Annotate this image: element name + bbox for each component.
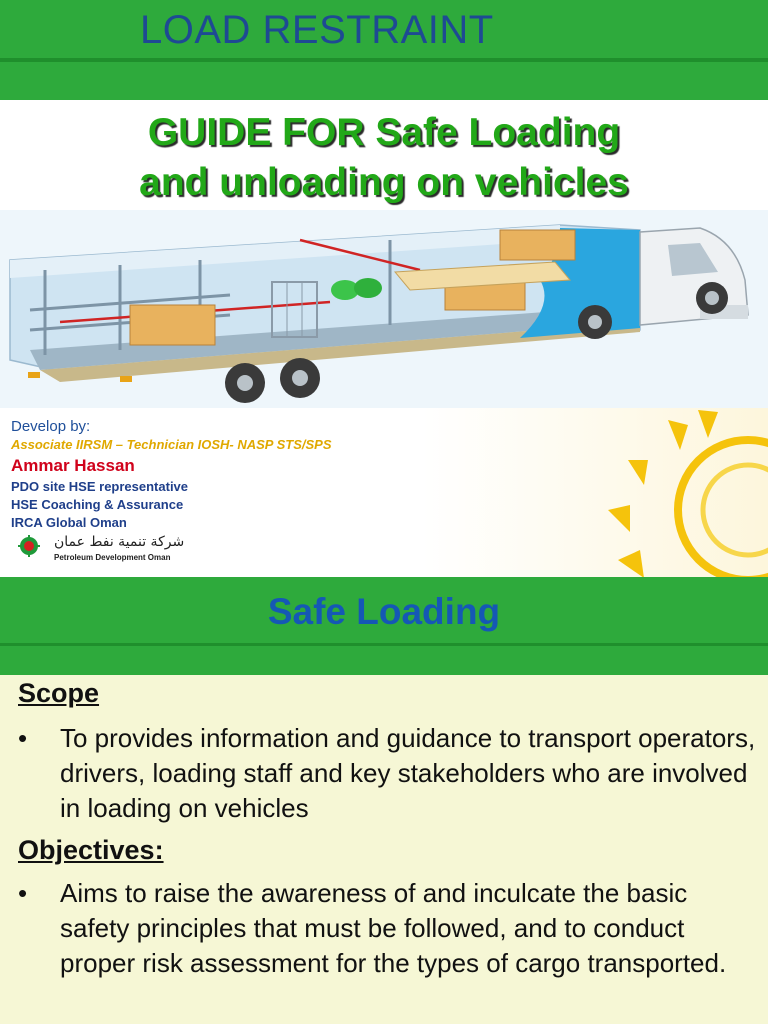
truck-cutaway-image	[0, 210, 768, 408]
associate-credentials: Associate IIRSM – Technician IOSH- NASP STS/SPS	[11, 437, 332, 452]
author-name: Ammar Hassan	[11, 456, 135, 475]
pdo-english-name: Petroleum Development Oman	[54, 553, 171, 562]
subtitle-line-2: and unloading on vehicles	[139, 161, 629, 204]
truck-illustration	[0, 210, 768, 408]
develop-by-label: Develop by:	[11, 418, 91, 435]
objectives-text: Aims to raise the awareness of and inculcate the basic safety principles that must be followed, and to conduct proper risk assessment for the types of cargo transported.	[60, 878, 727, 978]
scope-heading: Scope	[18, 678, 100, 708]
content-slide	[0, 577, 768, 1024]
slide-subtitle	[0, 108, 768, 208]
bullet-marker: •	[18, 878, 28, 908]
scope-text: To provides information and guidance to transport operators, drivers, loading staff and key stakeholders who are involved in loading on vehicles	[60, 723, 756, 823]
author-organization: IRCA Global Oman	[11, 515, 127, 530]
objectives-bullet	[18, 876, 763, 981]
section-header-divider	[0, 643, 768, 646]
section-header-bar	[0, 577, 768, 675]
author-role-1: PDO site HSE representative	[11, 479, 189, 494]
pdo-logo-icon	[14, 535, 44, 557]
objectives-heading: Objectives:	[18, 835, 164, 865]
sun-decoration-icon	[548, 400, 768, 577]
subtitle-line-1: GUIDE FOR Safe Loading	[147, 111, 621, 154]
header-divider	[0, 58, 768, 62]
slide-title: LOAD RESTRAINT	[140, 8, 494, 52]
section-title: Safe Loading	[267, 591, 501, 632]
pdo-arabic-name: شركة تنمية نفط عمان	[54, 534, 185, 550]
bullet-marker: •	[18, 723, 28, 753]
title-header-bar	[0, 0, 768, 100]
scope-bullet	[18, 721, 763, 826]
author-role-2: HSE Coaching & Assurance	[11, 497, 184, 512]
